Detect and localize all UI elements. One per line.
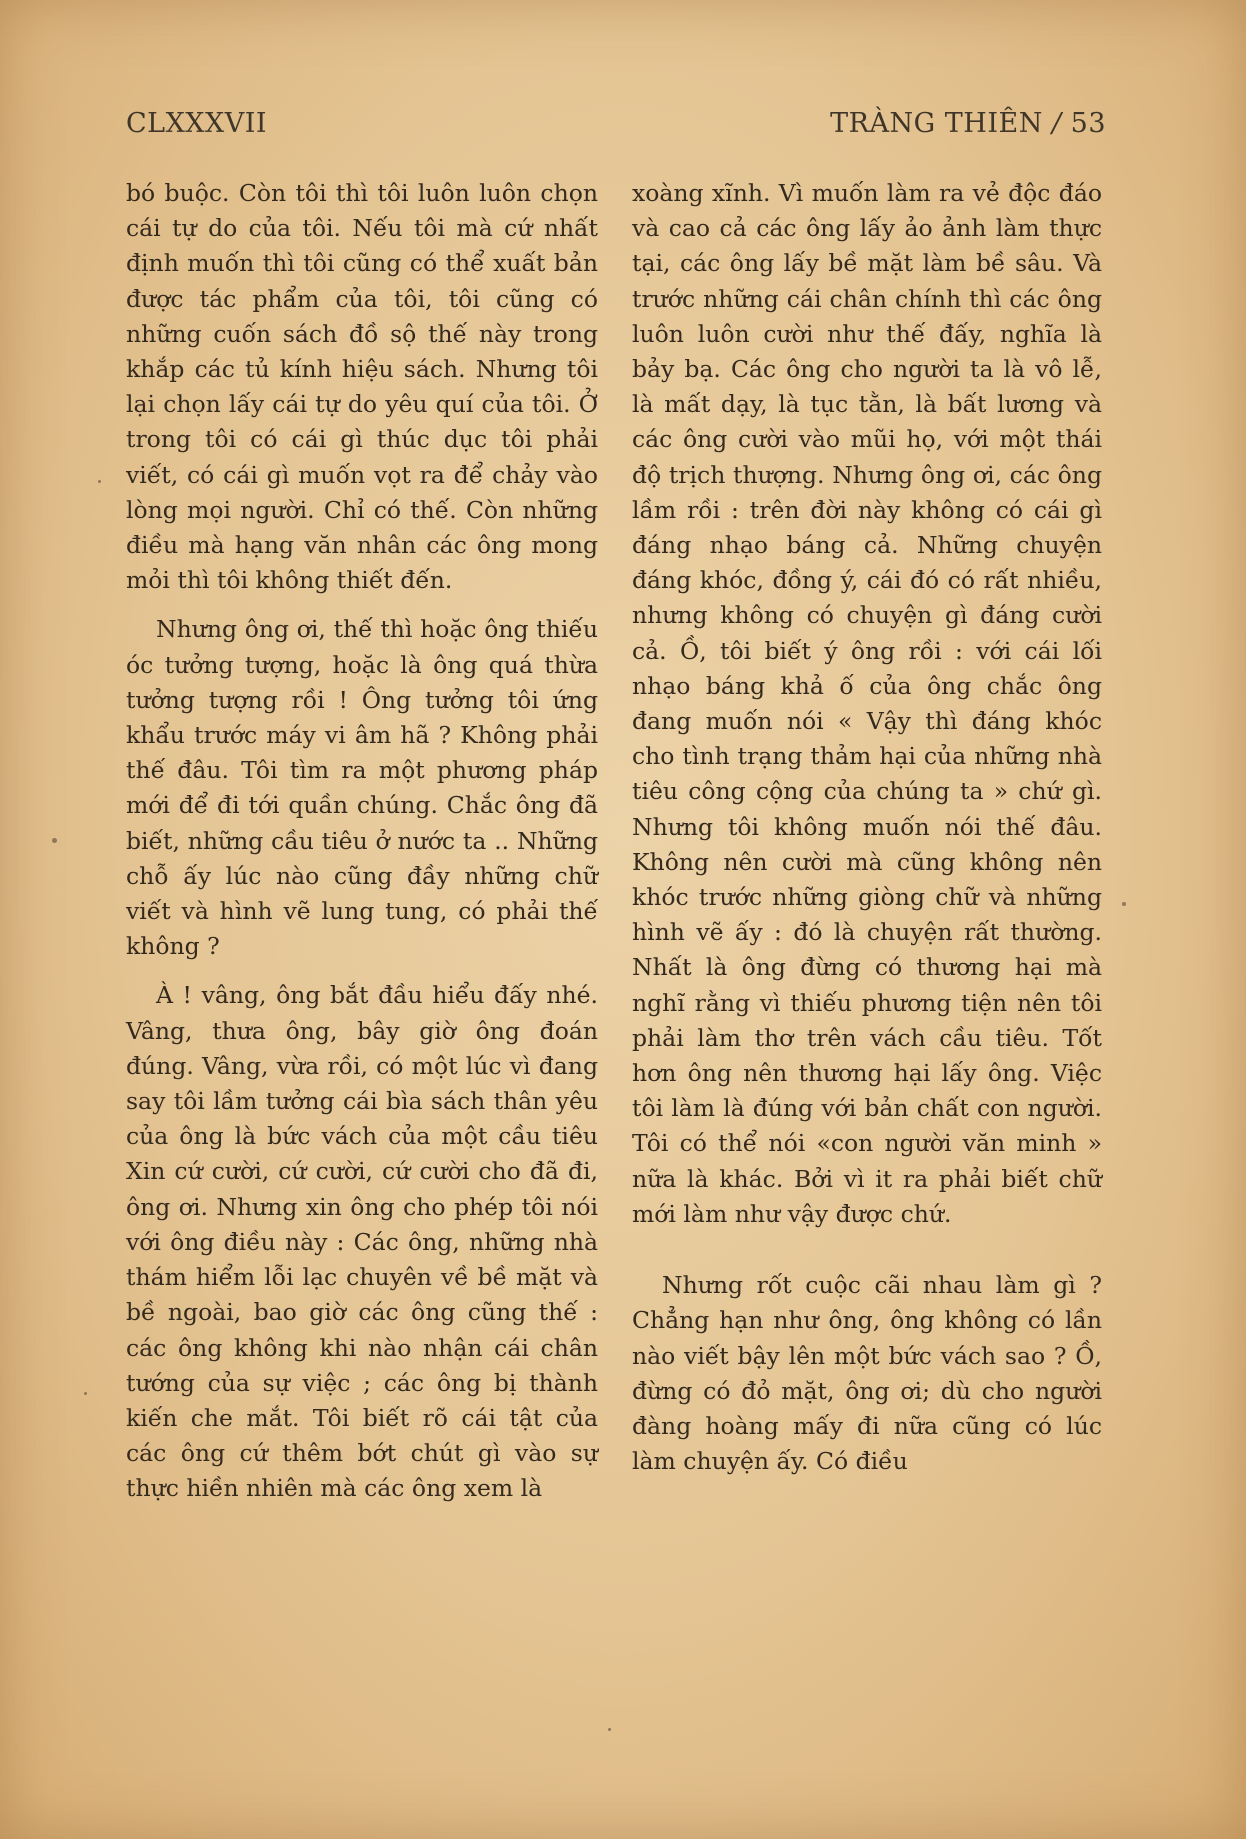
paper-speck xyxy=(52,838,57,843)
running-title: TRÀNG THIÊN xyxy=(830,108,1043,139)
paper-speck xyxy=(1122,902,1126,906)
paragraph: À ! vâng, ông bắt đầu hiểu đấy nhé. Vâng, thưa ông, bây giờ ông đoán đúng. Vâng, vừa rồi, có một lúc vì đang say tôi lầm tưởng cái bìa sách thân yêu của ông là bức vách của một cầu tiêu Xin cứ cười, cứ cười, cứ cười cho đã đi, ông ơi. Nhưng xin ông cho phép tôi nói với ông điều này : Các ông, những nhà thám hiểm lỗi lạc chuyên về bề mặt và bề ngoài, bao giờ các ông cũng thế : các ông không khi nào nhận cái chân tướng của sự việc ; các ông bị thành kiến che mắt. Tôi biết rõ cái tật của các ông cứ thêm bớt chút gì vào sự thực hiền nhiên mà các ông xem là xyxy=(126,981,598,1503)
paragraph: Nhưng ông ơi, thế thì hoặc ông thiếu óc tưởng tượng, hoặc là ông quá thừa tưởng tượng rồi ! Ông tưởng tôi ứng khẩu trước máy vi âm hã ? Không phải thế đâu. Tôi tìm ra một phương pháp mới để đi tới quần chúng. Chắc ông đã biết, những cầu tiêu ở nước ta .. Những chỗ ấy lúc nào cũng đầy những chữ viết và hình vẽ lung tung, có phải thế không ? xyxy=(126,615,598,961)
paragraph: xoàng xĩnh. Vì muốn làm ra vẻ độc đáo và cao cả các ông lấy ảo ảnh làm thực tại, các ông lấy bề mặt làm bề sâu. Và trước những cái chân chính thì các ông luôn luôn cười như thế đấy, nghĩa là bảy bạ. Các ông cho người ta là vô lễ, là mất dạy, là tục tằn, là bất lương và các ông cười vào mũi họ, với một thái độ trịch thượng. Nhưng ông ơi, các ông lầm rồi : trên đời này không có cái gì đáng nhạo báng cả. Những chuyện đáng khóc, đồng ý, cái đó có rất nhiều, nhưng không có chuyện gì đáng cười cả. Ồ, tôi biết ý ông rồi : với cái lối nhạo báng khả ố của ông chắc ông đang muốn nói « Vậy thì đáng khóc cho tình trạng thảm hại của những nhà tiêu công cộng của chúng ta » chứ gì. Nhưng tôi không muốn nói thế đâu. Không nên cười mà cũng không nên khóc trước những giòng chữ và những hình vẽ ấy : đó là chuyện rất thường. Nhất là ông đừng có thương hại mà nghĩ rằng vì thiếu phương tiện nên tôi phải làm thơ trên vách cầu tiêu. Tốt hơn ông nên thương hại lấy ông. Việc tôi làm là đúng với bản chất con người. Tôi có thể nói «con người văn minh » nữa là khác. Bởi vì it ra phải biết chữ mới làm như vậy được chứ. xyxy=(632,179,1102,1228)
header-separator: / xyxy=(1051,108,1062,139)
page-number: 53 xyxy=(1070,108,1106,139)
left-text-column xyxy=(126,176,598,1507)
paragraph: Nhưng rốt cuộc cãi nhau làm gì ? Chẳng hạn như ông, ông không có lần nào viết bậy lên một bức vách sao ? Ồ, đừng có đỏ mặt, ông ơi; dù cho người đàng hoàng mấy đi nữa cũng có lúc làm chuyện ấy. Có điều xyxy=(632,1271,1102,1476)
paper-speck xyxy=(84,1392,87,1395)
chapter-number: CLXXXVII xyxy=(126,108,268,139)
paper-speck xyxy=(608,1728,611,1731)
running-header xyxy=(830,108,1106,139)
right-text-column xyxy=(632,176,1102,1479)
page-header xyxy=(126,108,1106,148)
paper-speck xyxy=(98,480,101,483)
paragraph: bó buộc. Còn tôi thì tôi luôn luôn chọn cái tự do của tôi. Nếu tôi mà cứ nhất định muốn thì tôi cũng có thể xuất bản được tác phẩm của tôi, tôi cũng có những cuốn sách đồ sộ thế này trong khắp các tủ kính hiệu sách. Nhưng tôi lại chọn lấy cái tự do yêu quí của tôi. Ở trong tôi có cái gì thúc dục tôi phải viết, có cái gì muốn vọt ra để chảy vào lòng mọi người. Chỉ có thế. Còn những điều mà hạng văn nhân các ông mong mỏi thì tôi không thiết đến. xyxy=(126,179,598,595)
